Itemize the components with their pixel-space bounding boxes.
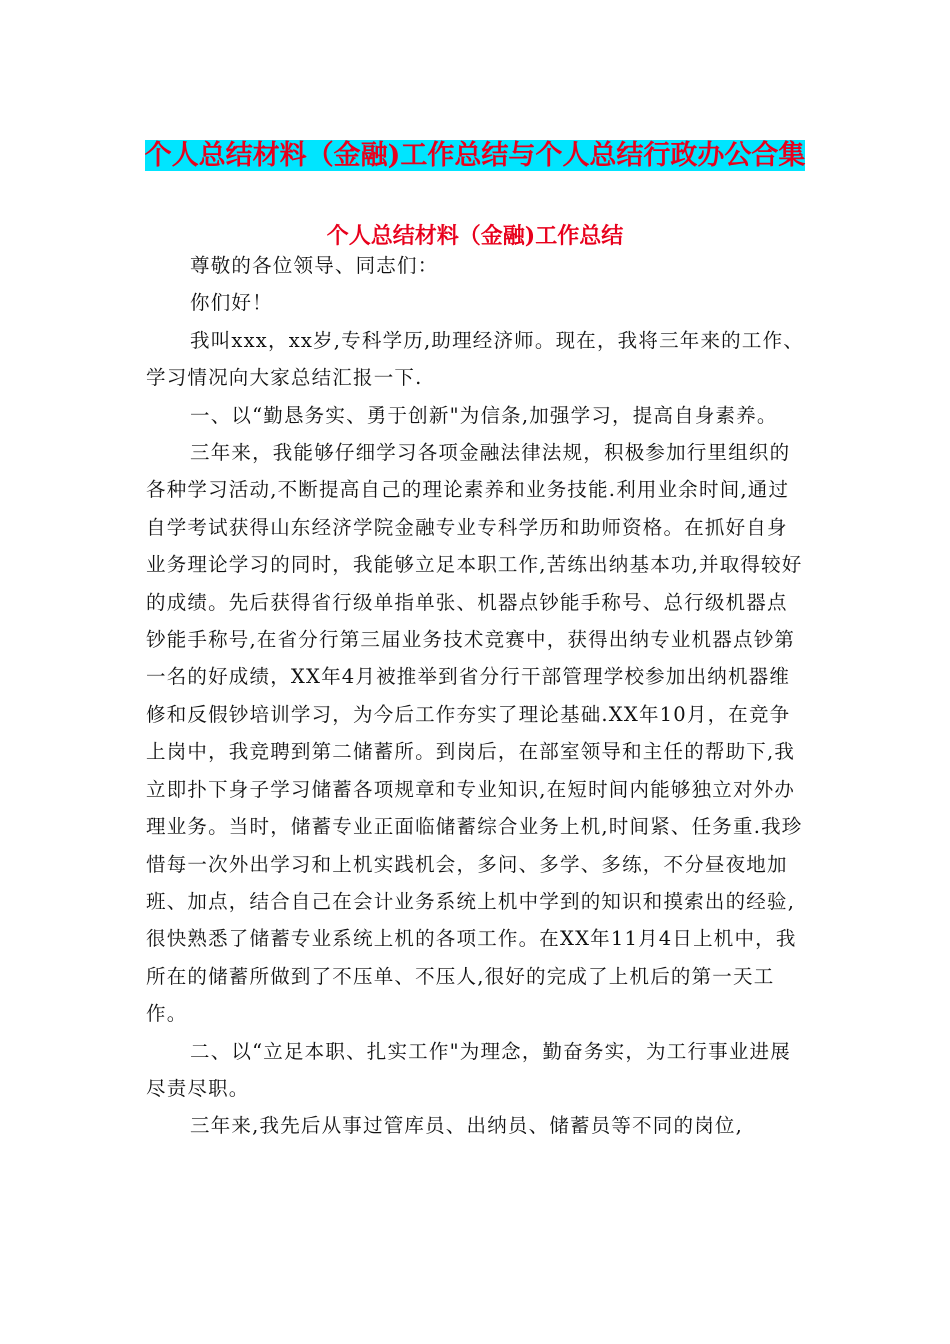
- document-body: [146, 247, 806, 1145]
- section-one-paragraph: 三年来，我能够仔细学习各项金融法律法规，积极参加行里组织的各种学习活动,不断提高自己的理论素养和业务技能.利用业余时间,通过自学考试获得山东经济学院金融专业专科学历和助师资格。在抓好自身业务理论学习的同时，我能够立足本职工作,苦练出纳基本功,并取得较好的成绩。先后获得省行级单指单张、机器点钞能手称号、总行级机器点钞能手称号,在省分行第三届业务技术竞赛中，获得出纳专业机器点钞第一名的好成绩，XX年4月被推举到省分行干部管理学校参加出纳机器维修和反假钞培训学习，为今后工作夯实了理论基础.XX年10月，在竞争上岗中，我竞聘到第二储蓄所。到岗后，在部室领导和主任的帮助下,我立即扑下身子学习储蓄各项规章和专业知识,在短时间内能够独立对外办理业务。当时，储蓄专业正面临储蓄综合业务上机,时间紧、任务重.我珍惜每一次外出学习和上机实践机会，多问、多学、多练，不分昼夜地加班、加点，结合自己在会计业务系统上机中学到的知识和摸索出的经验,很快熟悉了储蓄专业系统上机的各项工作。在XX年11月4日上机中，我所在的储蓄所做到了不压单、不压人,很好的完成了上机后的第一天工作。: [146, 441, 803, 1026]
- document-title-text: 个人总结材料（金融)工作总结与个人总结行政办公合集: [144, 140, 806, 171]
- section-one-heading: 一、以“勤恳务实、勇于创新"为信条,加强学习，提高自身素养。: [190, 403, 778, 427]
- salutation: 尊敬的各位领导、同志们：: [190, 254, 439, 277]
- document-subtitle: 个人总结材料（金融)工作总结: [326, 223, 624, 249]
- document-title: [120, 130, 830, 182]
- section-two-paragraph: 三年来,我先后从事过管库员、出纳员、储蓄员等不同的岗位,: [190, 1114, 743, 1138]
- greeting: 你们好！: [190, 291, 273, 315]
- intro-paragraph: 我叫xxx，xx岁,专科学历,助理经济师。现在，我将三年来的工作、学习情况向大家总结汇报一下.: [146, 328, 804, 390]
- section-two-heading: 二、以“立足本职、扎实工作"为理念，勤奋务实，为工行事业进展尽责尽职。: [146, 1039, 791, 1100]
